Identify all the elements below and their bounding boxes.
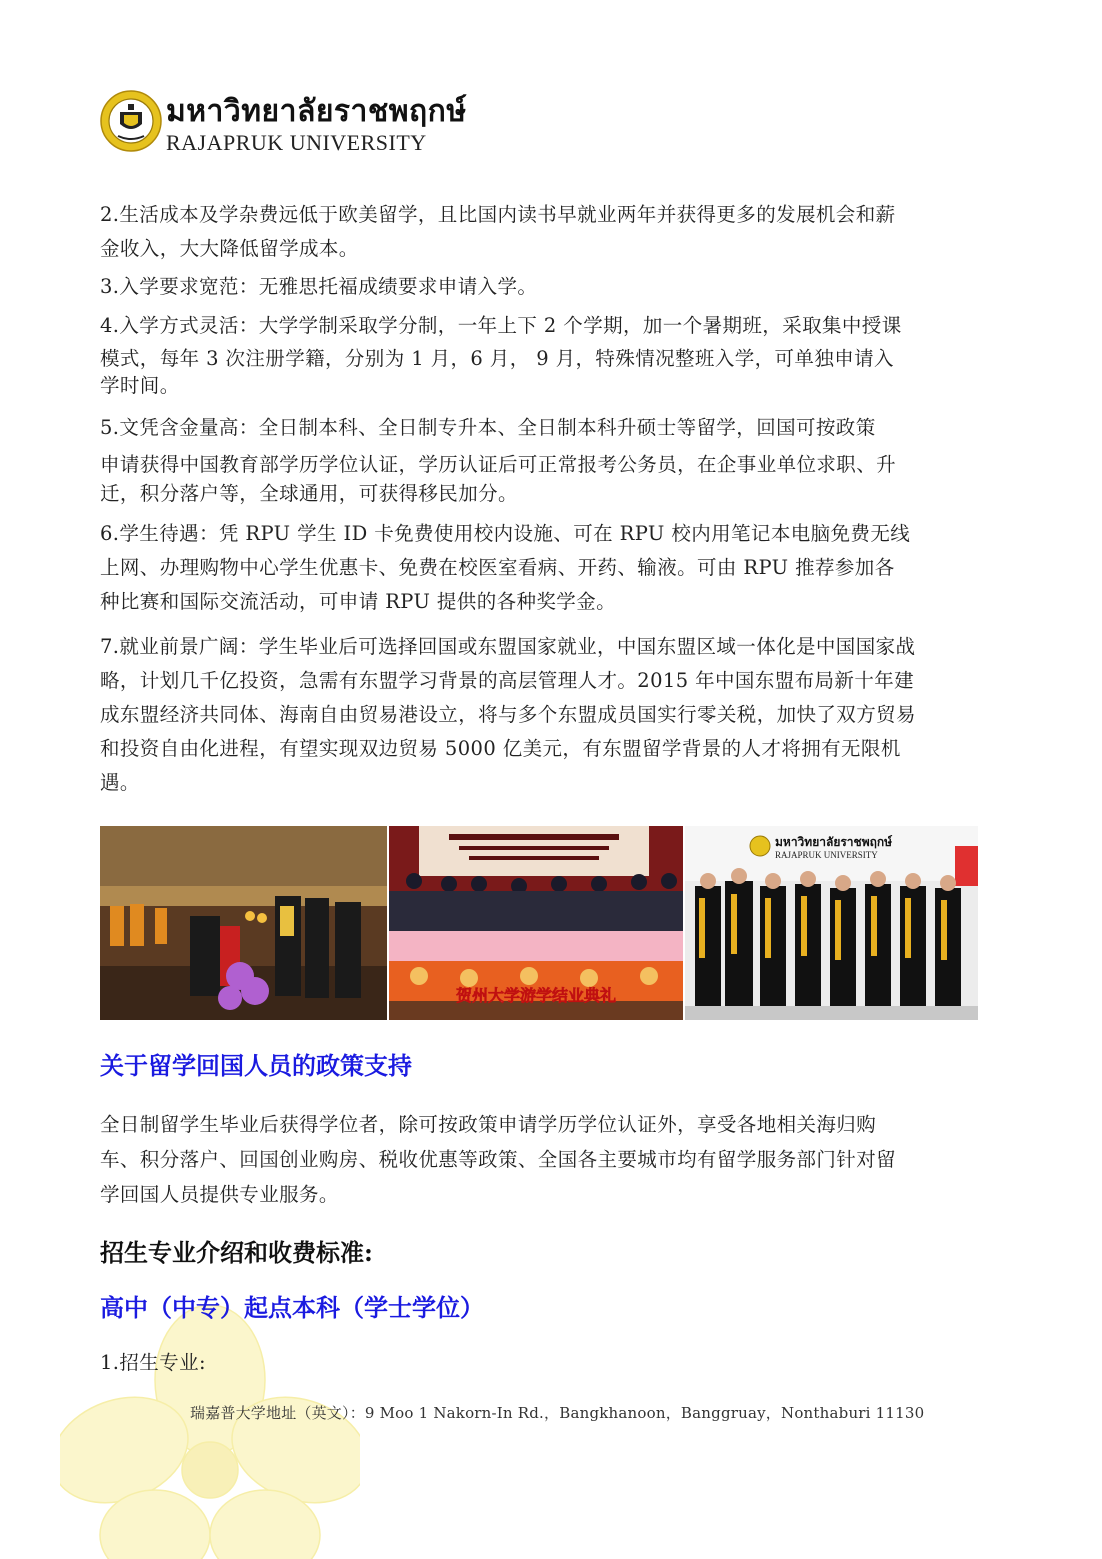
banner-english-name: RAJAPRUK UNIVERSITY [775, 850, 878, 860]
page-footer-address: 瑞嘉普大学地址（英文）：9 Moo 1 Nakorn-In Rd.，Bangkhanoon，Banggruay，Nonthaburi 11130 [190, 1404, 925, 1422]
policy-heading: 关于留学回国人员的政策支持 [100, 1051, 412, 1080]
text-line: 学回国人员提供专业服务。 [100, 1183, 339, 1206]
advantage-3 [100, 270, 1020, 304]
text-line: 模式，每年 3 次注册学籍，分别为 1 月，6 月， 9 月，特殊情况整班入学，可单独申请入 [100, 347, 894, 370]
photo-caption: 贺州大学游学结业典礼 [455, 986, 617, 1005]
university-english-name: RAJAPRUK UNIVERSITY [166, 130, 427, 155]
text-line: 成东盟经济共同体、海南自由贸易港设立，将与多个东盟成员国实行零关税，加快了双方贸易 [100, 703, 916, 726]
university-logo-icon [100, 90, 162, 152]
majors-heading: 招生专业介绍和收费标准: [100, 1238, 373, 1267]
enroll-item: 1.招生专业: [100, 1351, 206, 1374]
text-line: 略，计划几千亿投资，急需有东盟学习背景的高层管理人才。2015 年中国东盟布局新十年建 [100, 669, 915, 692]
text-line: 迁，积分落户等，全球通用，可获得移民加分。 [100, 482, 518, 505]
text-line: 遇。 [100, 771, 140, 794]
text-line: 种比赛和国际交流活动，可申请 RPU 提供的各种奖学金。 [100, 590, 616, 613]
text-line: 2.生活成本及学杂费远低于欧美留学，且比国内读书早就业两年并获得更多的发展机会和薪 [100, 203, 896, 226]
text-line: 6.学生待遇：凭 RPU 学生 ID 卡免费使用校内设施、可在 RPU 校内用笔记本电脑免费无线 [100, 522, 911, 545]
text-line: 上网、办理购物中心学生优惠卡、免费在校医室看病、开药、输液。可由 RPU 推荐参加各 [100, 556, 895, 579]
group-ceremony-photo [389, 826, 683, 1020]
program-heading: 高中（中专）起点本科（学士学位） [100, 1293, 484, 1322]
photo-strip [100, 826, 980, 1020]
graduates-banner-photo [685, 826, 978, 1020]
banner-thai-name: มหาวิทยาลัยราชพฤกษ์ [775, 835, 893, 849]
flower-watermark [60, 1300, 360, 1559]
advantage-5 [100, 411, 1020, 511]
text-line: 全日制留学生毕业后获得学位者，除可按政策申请学历学位认证外，享受各地相关海归购 [100, 1113, 877, 1136]
text-line: 4.入学方式灵活：大学学制采取学分制，一年上下 2 个学期，加一个暑期班，采取集中授课 [100, 314, 902, 337]
text-line: 学时间。 [100, 374, 180, 397]
advantage-2 [100, 198, 1020, 266]
policy-paragraph [100, 1107, 1020, 1212]
advantage-7 [100, 630, 1020, 800]
text-line: 和投资自由化进程，有望实现双边贸易 5000 亿美元，有东盟留学背景的人才将拥有无限机 [100, 737, 901, 760]
advantage-4 [100, 309, 1020, 402]
text-line: 5.文凭含金量高：全日制本科、全日制专升本、全日制本科升硕士等留学，回国可按政策 [100, 416, 876, 439]
advantage-6 [100, 517, 1020, 619]
graduation-stage-photo [100, 826, 387, 1020]
text-line: 车、积分落户、回国创业购房、税收优惠等政策、全国各主要城市均有留学服务部门针对留 [100, 1148, 897, 1171]
text-line: 7.就业前景广阔：学生毕业后可选择回国或东盟国家就业，中国东盟区域一体化是中国国家战 [100, 635, 916, 658]
text-line: 3.入学要求宽范：无雅思托福成绩要求申请入学。 [100, 275, 538, 298]
text-line: 金收入，大大降低留学成本。 [100, 237, 359, 260]
university-header [100, 86, 467, 162]
text-line: 申请获得中国教育部学历学位认证，学历认证后可正常报考公务员，在企事业单位求职、升 [100, 453, 897, 476]
university-thai-name: มหาวิทยาลัยราชพฤกษ์ [166, 94, 467, 129]
